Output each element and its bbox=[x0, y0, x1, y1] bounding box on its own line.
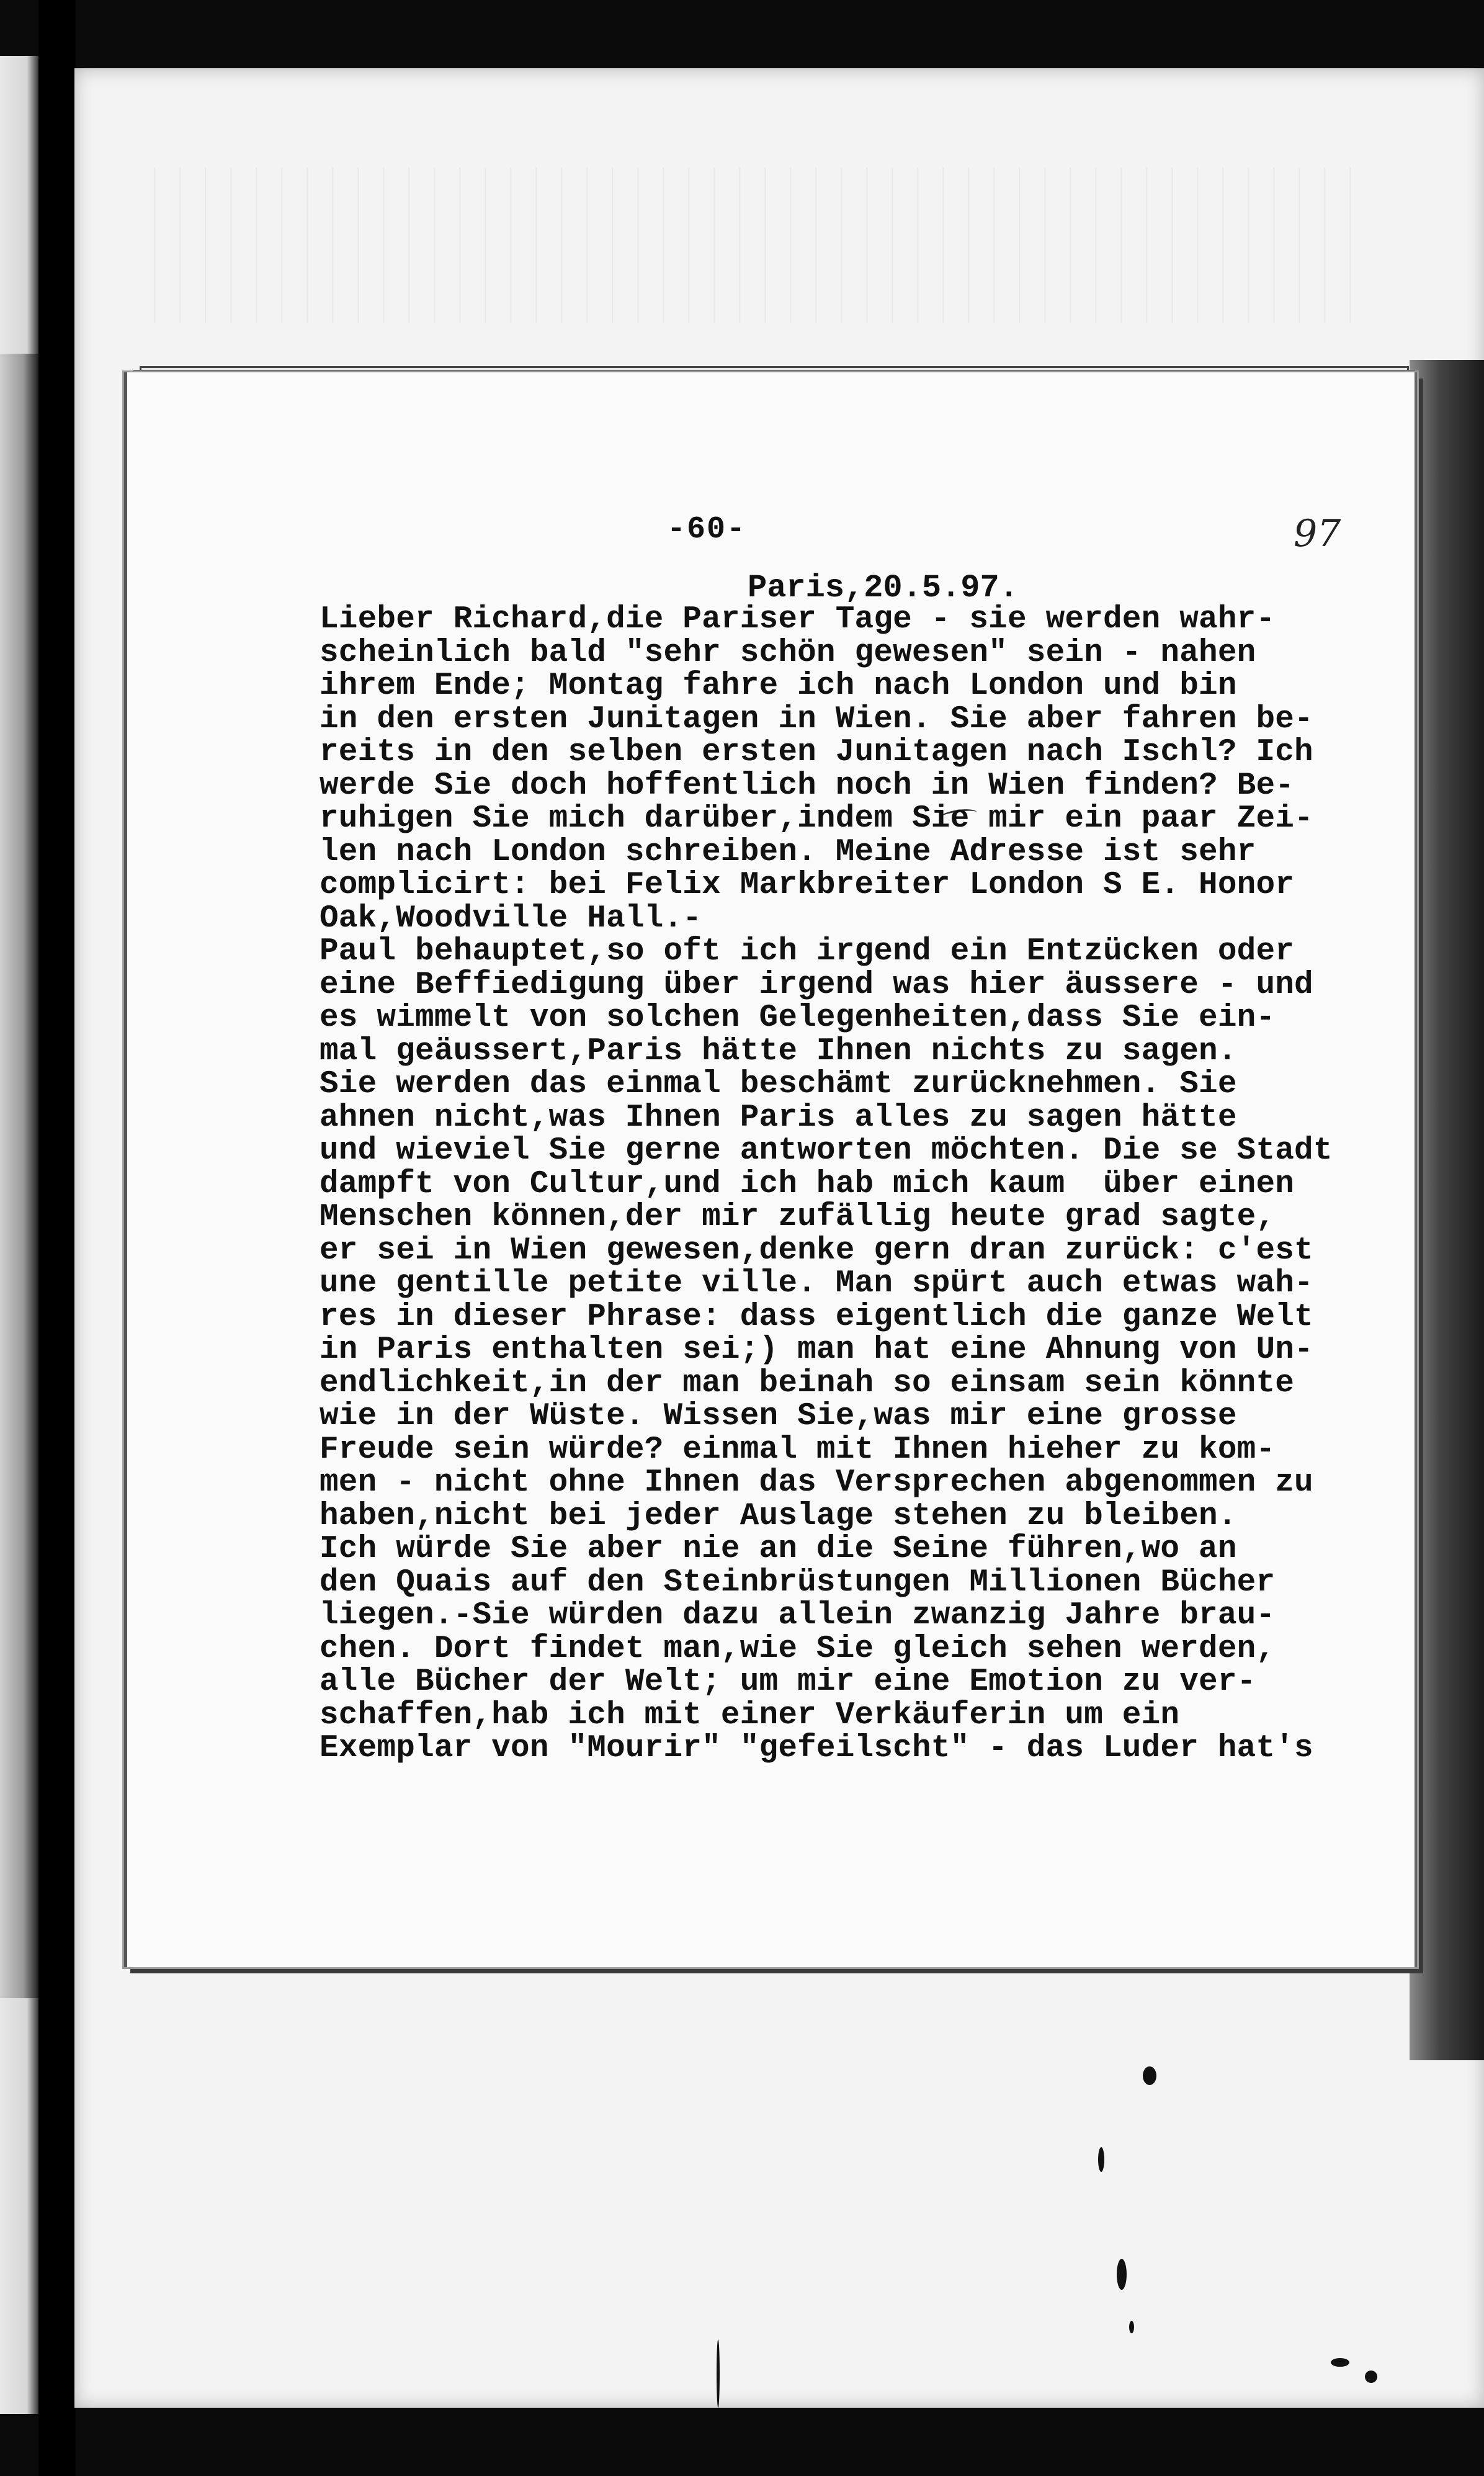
text-line: Sie werden das einmal beschämt zurücknehmen. Sie bbox=[320, 1067, 1237, 1102]
text-line: chen. Dort findet man,wie Sie gleich sehen werden, bbox=[320, 1631, 1276, 1667]
text-line: reits in den selben ersten Junitagen nach Ischl? Ich bbox=[320, 735, 1313, 770]
page-shadow bbox=[0, 354, 38, 1998]
text-line: dampft von Cultur,und ich hab mich kaum über einen bbox=[320, 1166, 1295, 1202]
ink-speck bbox=[1129, 2321, 1134, 2333]
text-line: endlichkeit,in der man beinah so einsam sein könnte bbox=[320, 1365, 1295, 1401]
text-line: ihrem Ende; Montag fahre ich nach London und bin bbox=[320, 668, 1237, 704]
text-line: liegen.-Sie würden dazu allein zwanzig Jahre brau- bbox=[320, 1598, 1276, 1633]
text-line: ruhigen Sie mich darüber,indem Sie mir ein paar Zei- bbox=[320, 801, 1313, 837]
typed-letter-page bbox=[124, 372, 1417, 1967]
text-line: complicirt: bei Felix Markbreiter London S E. Honor bbox=[320, 868, 1295, 903]
text-line: und wieviel Sie gerne antworten möchten. Die se Stadt bbox=[320, 1133, 1333, 1168]
text-line: ahnen nicht,was Ihnen Paris alles zu sagen hätte bbox=[320, 1100, 1237, 1136]
fold-texture bbox=[130, 168, 1371, 323]
ink-speck bbox=[1098, 2147, 1104, 2172]
binding-edge bbox=[38, 0, 76, 2476]
text-line: res in dieser Phrase: dass eigentlich die ganze Welt bbox=[320, 1299, 1313, 1335]
handwritten-folio-number: 97 bbox=[1294, 512, 1341, 555]
text-line: Oak,Woodville Hall.- bbox=[320, 900, 702, 936]
text-line: eine Beffiedigung über irgend was hier äussere - und bbox=[320, 967, 1313, 1003]
text-line: alle Bücher der Welt; um mir eine Emotion zu ver- bbox=[320, 1664, 1256, 1700]
text-line: len nach London schreiben. Meine Adresse ist sehr bbox=[320, 834, 1256, 870]
text-line: mal geäussert,Paris hätte Ihnen nichts zu sagen. bbox=[320, 1033, 1237, 1069]
text-line: in Paris enthalten sei;) man hat eine Ahnung von Un- bbox=[320, 1332, 1313, 1368]
adjacent-page-edge bbox=[0, 56, 38, 2414]
text-line: wie in der Wüste. Wissen Sie,was mir eine grosse bbox=[320, 1399, 1237, 1434]
dateline: Paris,20.5.97. bbox=[748, 570, 1019, 606]
text-line: er sei in Wien gewesen,denke gern dran zurück: c'est bbox=[320, 1232, 1313, 1268]
text-line: den Quais auf den Steinbrüstungen Millionen Bücher bbox=[320, 1564, 1276, 1600]
text-line: Exemplar von "Mourir" "gefeilscht" - das Luder hat's bbox=[320, 1731, 1313, 1766]
text-line: Ich würde Sie aber nie an die Seine führen,wo an bbox=[320, 1532, 1237, 1567]
text-line: in den ersten Junitagen in Wien. Sie aber fahren be- bbox=[320, 701, 1313, 737]
ink-speck bbox=[1365, 2371, 1377, 2383]
page-number: -60- bbox=[667, 512, 747, 547]
letter-body bbox=[320, 603, 1436, 1765]
ink-speck bbox=[717, 2339, 720, 2408]
text-line: scheinlich bald "sehr schön gewesen" sein - nahen bbox=[320, 635, 1256, 671]
text-line: es wimmelt von solchen Gelegenheiten,dass Sie ein- bbox=[320, 1000, 1276, 1036]
ink-speck bbox=[1143, 2066, 1156, 2085]
text-line: une gentille petite ville. Man spürt auch etwas wah- bbox=[320, 1266, 1313, 1301]
text-line: schaffen,hab ich mit einer Verkäuferin um ein bbox=[320, 1697, 1180, 1733]
ink-speck bbox=[1331, 2358, 1349, 2367]
ink-speck bbox=[1117, 2259, 1127, 2290]
text-line: Lieber Richard,die Pariser Tage - sie werden wahr- bbox=[320, 602, 1276, 637]
text-line: men - nicht ohne Ihnen das Versprechen abgenommen zu bbox=[320, 1465, 1313, 1500]
text-line: Freude sein würde? einmal mit Ihnen hieher zu kom- bbox=[320, 1432, 1276, 1468]
text-line: haben,nicht bei jeder Auslage stehen zu bleiben. bbox=[320, 1498, 1237, 1534]
text-line: werde Sie doch hoffentlich noch in Wien finden? Be- bbox=[320, 768, 1295, 804]
text-line: Menschen können,der mir zufällig heute grad sagte, bbox=[320, 1200, 1276, 1235]
text-line: Paul behauptet,so oft ich irgend ein Entzücken oder bbox=[320, 934, 1295, 969]
